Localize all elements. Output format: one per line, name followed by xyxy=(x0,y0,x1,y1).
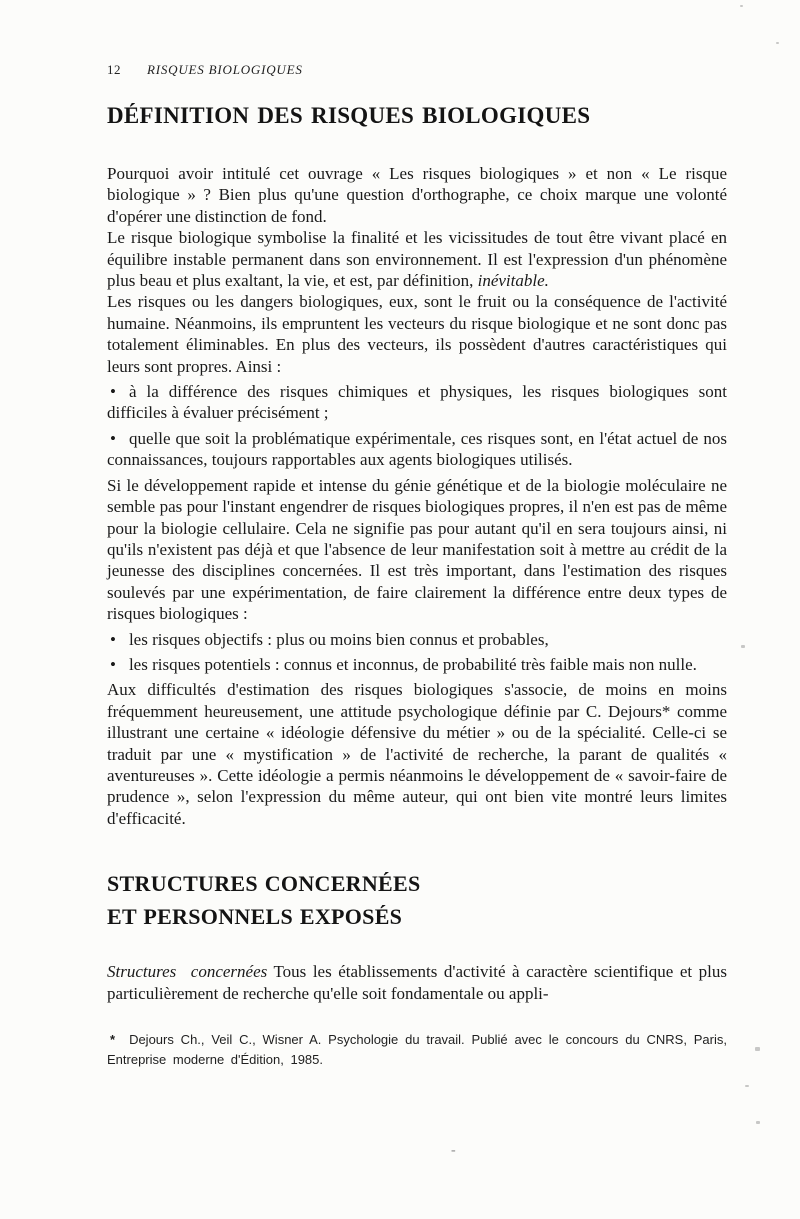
chapter-title: DÉFINITION DES RISQUES BIOLOGIQUES xyxy=(107,103,591,128)
bullet-item-difference xyxy=(107,381,727,424)
text-block xyxy=(107,0,727,1069)
section-title-structures xyxy=(107,867,727,933)
scan-speck xyxy=(755,1047,760,1051)
paragraph-risque-emphasis: inévitable. xyxy=(477,271,549,291)
scan-speck xyxy=(745,1085,749,1087)
bullet-item-objectifs xyxy=(107,629,727,650)
paragraph-difficultes: Aux difficultés d'estimation des risques biologiques s'associe, de moins en moins fréquemment heureusement, une attitude psychologique définie par C. Dejours* comme illustrant une certaine « idéologie défensive du métier » ou de la spécialité. Celle-ci se traduit par une « mystification » de l'activité de recherche, la parant de qualités « aventureuses ». Cette idéologie a permis néanmoins le développement de « savoir-faire de prudence », selon l'expression du même auteur, qui ont bien vite montré leurs limites d'efficacité. xyxy=(107,680,727,828)
bullet-text: quelle que soit la problématique expérimentale, ces risques sont, en l'état actuel de nos connaissances, toujours rapportables aux agents biologiques utilisés. xyxy=(107,428,727,470)
bullet-item-potentiels xyxy=(107,654,727,675)
bullet-icon: • xyxy=(110,428,116,448)
footnote xyxy=(107,1030,727,1069)
section-title-line2: ET PERSONNELS EXPOSÉS xyxy=(107,904,403,930)
paragraph-dangers: Les risques ou les dangers biologiques, eux, sont le fruit ou la conséquence de l'activité humaine. Néanmoins, ils empruntent les vecteurs du risque biologique et ne sont donc pas totalement éliminables. En plus des vecteurs, ils possèdent d'autres caractéristiques qui leurs sont propres. Ainsi : xyxy=(107,292,727,376)
paragraph-structures-lead xyxy=(107,961,727,1004)
footer-dash-mark: - xyxy=(451,1143,456,1158)
lead-term: Structures concernées xyxy=(107,962,268,982)
bullet-item-problematique xyxy=(107,428,727,471)
running-header xyxy=(107,62,727,78)
scan-speck xyxy=(756,1121,760,1124)
footnote-asterisk: * xyxy=(110,1032,116,1047)
paragraph-intro: Pourquoi avoir intitulé cet ouvrage « Les risques biologiques » et non « Le risque biologique » ? Bien plus qu'une question d'orthographe, ce choix marque une volonté d'opérer une distinction de fond. xyxy=(107,164,727,226)
page-number: 12 xyxy=(107,62,121,77)
scan-speck xyxy=(740,5,743,7)
section-definition-body xyxy=(107,163,727,829)
paragraph-risque-main: Le risque biologique symbolise la finalité et les vicissitudes de tout être vivant placé en équilibre instable permanent dans son environnement. Il est l'expression d'un phénomène plus beau et plus exaltant, la vie, et est, par définition, xyxy=(107,228,727,291)
bullet-text: à la différence des risques chimiques et physiques, les risques biologiques sont difficiles à évaluer précisément ; xyxy=(107,382,727,423)
paragraph-developpement: Si le développement rapide et intense du génie génétique et de la biologie moléculaire ne semble pas pour l'instant engendrer de risques biologiques propres, il n'en est pas de même pour la biologie cellulaire. Cela ne signifie pas pour autant qu'il en sera toujours ainsi, ni qu'ils n'existent pas déjà et que l'absence de leur manifestation soit à mettre au crédit de la jeunesse des disciplines concernées. Il est très important, dans l'estimation des risques soulevés par une expérimentation, de faire clairement la différence entre deux types de risques biologiques : xyxy=(107,475,727,624)
bullet-icon: • xyxy=(110,629,116,649)
lead-text: Tous les établissements d'activité à caractère scientifique et plus particulièrement de recherche qu'elle soit fondamentale ou appli- xyxy=(107,962,727,1003)
bullet-icon: • xyxy=(110,382,116,402)
bullet-icon: • xyxy=(110,654,116,674)
section-title-line1: STRUCTURES CONCERNÉES xyxy=(107,871,421,897)
bullet-text: les risques potentiels : connus et inconnus, de probabilité très faible mais non nulle. xyxy=(128,654,697,674)
footnote-text: Dejours Ch., Veil C., Wisner A. Psychologie du travail. Publié avec le concours du CNRS, Paris, Entreprise moderne d'Édition, 1985. xyxy=(107,1032,727,1067)
scan-speck xyxy=(776,42,779,44)
bullet-text: les risques objectifs : plus ou moins bien connus et probables, xyxy=(128,629,549,649)
paragraph-risque xyxy=(107,227,727,291)
running-title: RISQUES BIOLOGIQUES xyxy=(147,62,303,77)
section-structures-body xyxy=(107,961,727,1004)
scan-speck xyxy=(741,645,745,648)
